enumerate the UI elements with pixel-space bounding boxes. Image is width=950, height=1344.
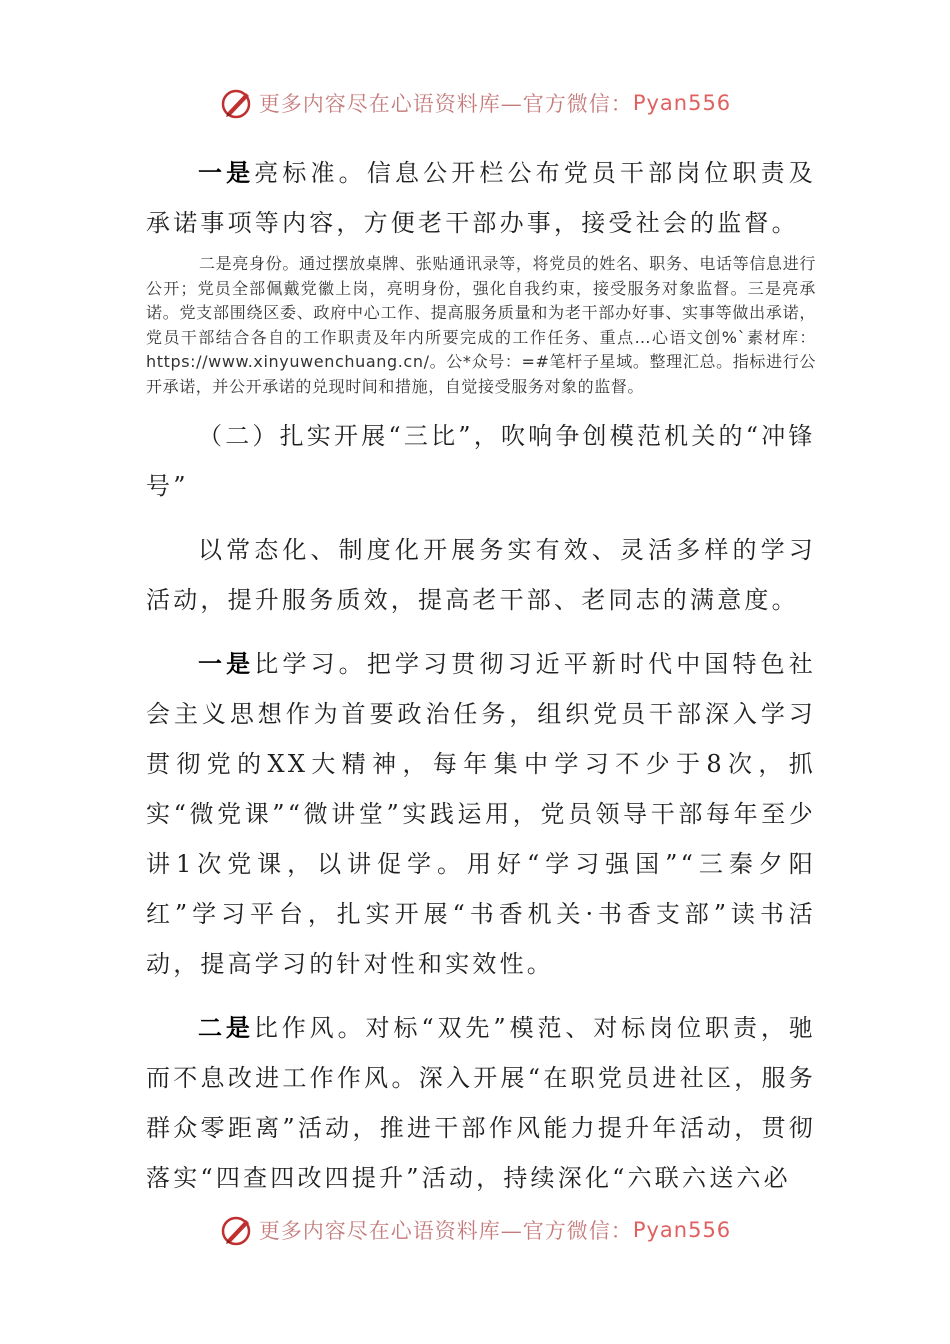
- paragraph-text: 比学习。把学习贯彻习近平新时代中国特色社会主义思想作为首要政治任务，组织党员干部深入学习贯彻党的XX大精神，每年集中学习不少于8次，抓实“微党课”“微讲堂”实践运用，党员领导干部每年至少讲1次党课，以讲促学。用好“学习强国”“三秦夕阳红”学习平台，扎实开展“书香机关·书香支部”读书活动，提高学习的针对性和实效性。: [146, 650, 817, 978]
- watermark-header: [0, 83, 950, 123]
- paragraph-intro: 以常态化、制度化开展务实有效、灵活多样的学习活动，提升服务质效，提高老干部、老同志的满意度。: [146, 536, 816, 614]
- paragraph-lead: 二是: [198, 1013, 254, 1042]
- watermark-text: 更多内容尽在心语资料库—官方微信：: [258, 92, 633, 116]
- paragraph-lead: 一是: [198, 649, 255, 678]
- document-body: [146, 148, 816, 1203]
- paragraph-text: 亮标准。信息公开栏公布党员干部岗位职责及承诺事项等内容，方便老干部办事，接受社会的监督。: [146, 159, 817, 237]
- section-heading: （二）扎实开展“三比”，吹响争创模范机关的“冲锋号”: [146, 422, 816, 500]
- pen-logo-icon: [219, 1212, 255, 1248]
- paragraph-bi-xuexi: [146, 639, 816, 989]
- watermark-wechat-id: Pyan556: [632, 1218, 732, 1242]
- paragraph-liang-shenfen: 二是亮身份。通过摆放桌牌、张贴通讯录等，将党员的姓名、职务、电话等信息进行公开；党员全部佩戴党徽上岗，亮明身份，强化自我约束，接受服务对象监督。三是亮承诺。党支部围绕区委、政府中心工作、提高服务质量和为老干部办好事、实事等做出承诺，党员干部结合各自的工作职责及年内所要完成的工作任务、重点…心语文创%`素材库：https://www.xinyuwenchuang.cn/。公*众号：=#笔杆子星域。整理汇总。指标进行公开承诺，并公开承诺的兑现时间和措施，自觉接受服务对象的监督。: [146, 254, 816, 396]
- pen-logo-icon: [219, 85, 255, 121]
- paragraph-liang-biaozhun: [146, 148, 816, 248]
- watermark-wechat-id: Pyan556: [632, 91, 732, 115]
- paragraph-text: 比作风。对标“双先”模范、对标岗位职责，驰而不息改进工作作风。深入开展“在职党员进社区，服务群众零距离”活动，推进干部作风能力提升年活动，贯彻落实“四查四改四提升”活动，持续深化“六联六送六必: [146, 1014, 816, 1192]
- watermark-text: 更多内容尽在心语资料库—官方微信：: [258, 1219, 633, 1243]
- watermark-footer: [0, 1210, 950, 1250]
- paragraph-lead: 一是: [198, 158, 255, 187]
- paragraph-bi-zuofeng: [146, 1003, 816, 1203]
